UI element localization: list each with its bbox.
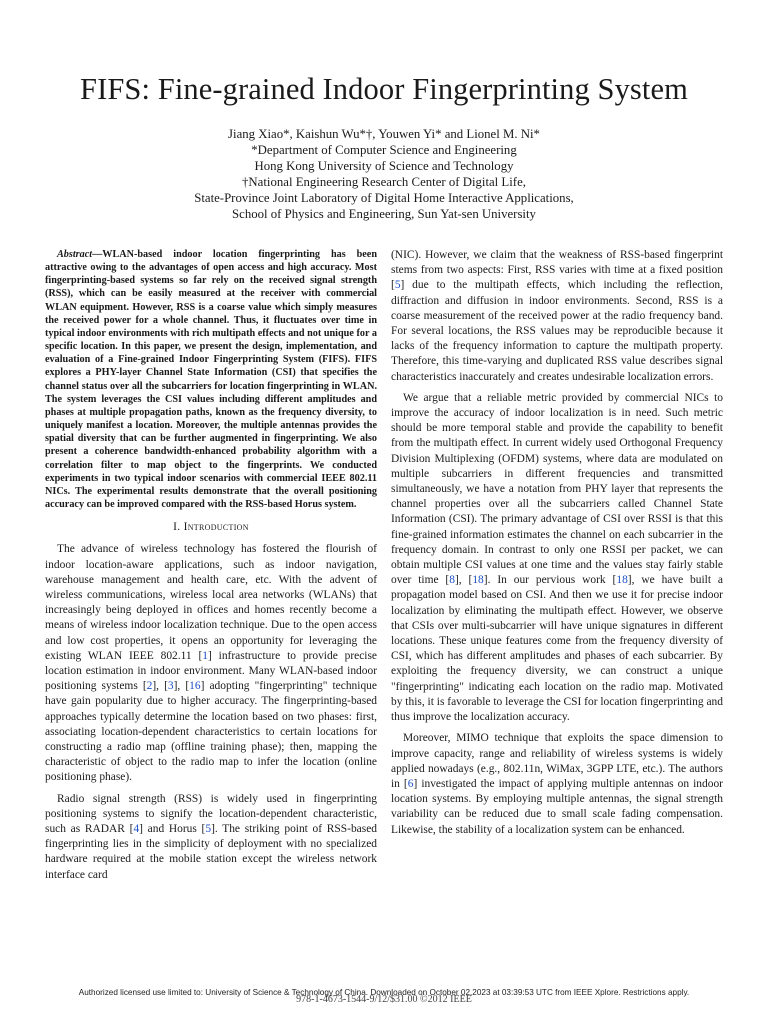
citation-link[interactable]: 6 (407, 777, 414, 790)
right-column (391, 248, 723, 838)
section-heading (45, 520, 377, 535)
author-block (0, 126, 768, 222)
left-column (45, 248, 377, 883)
citation-link[interactable]: 4 (133, 822, 140, 835)
abstract-text: —WLAN-based indoor location fingerprinting has been attractive owing to the advantages of open access and high accuracy. Most fingerprinting-based systems so far rely on the received signal strength (RSS), which can be easily measured at the receiver with commercial WLAN equipment. However, RSS is a coarse value which simply measures the received power for a whole channel. Thus, it fluctuates over time in typical indoor environments with rich multipath effects and not unique for a specific location. In this paper, we present the design, implementation, and evaluation of a Fine-grained Indoor Fingerprinting System (FIFS). FIFS explores a PHY-layer Channel State Information (CSI) that specifies the channel status over all the subcarriers for location fingerprinting in WLAN. The system leverages the CSI values including different amplitudes and phases at multiple propagation paths, known as the frequency diversity, to uniquely manifest a location. Moreover, the multiple antennas provides the spatial diversity that can be further augmented in fingerprinting. We also present a coherence bandwidth-enhanced probability algorithm with a correlation filter to map object to the fingerprints. We conducted experiments in two typical indoor scenarios with commercial IEEE 802.11 NICs. The experimental results demonstrate that the overall positioning accuracy can be improved compared with the RSS-based Horus system. (45, 249, 377, 510)
citation-link[interactable]: 1 (202, 649, 208, 662)
section-number: I. (173, 521, 181, 534)
license-footer: Authorized licensed use limited to: University of Science & Technology of China. Downloaded on October 02,2023 at 03:39:53 UTC from IEEE Xplore. Restrictions apply. (78, 988, 690, 997)
citation-link[interactable]: 18 (472, 574, 484, 587)
body-paragraph: Radio signal strength (RSS) is widely used in fingerprinting positioning systems to signify the location-dependent characteristic, such as RADAR [4] and Horus [5]. The striking point of RSS-based fingerprinting lies in the simplicity of deployment with no specialized hardware required at the mobile station except the wireless network interface card (45, 792, 377, 881)
citation-link[interactable]: 5 (205, 822, 212, 835)
citation-link[interactable]: 5 (394, 279, 401, 292)
isbn-footer: 978-1-4673-1544-9/12/$31.00 ©2012 IEEE (296, 994, 472, 1005)
body-paragraph: The advance of wireless technology has fostered the flourish of indoor location-aware applications, such as indoor navigation, warehouse management and health care, etc. With the advent of wireless communications, wireless local area networks (WLANs) that increasingly being deployed in offices and homes recently become a means of wireless indoor localization technique. Due to the open access and low cost properties, it opens an opportunity for leveraging the existing WLAN IEEE 802.11 [1] infrastructure to provide precise location estimation in indoor environment. Many WLAN-based indoor positioning systems [2], [3], [16] adopting "fingerprinting" technique have gain popularity due to higher accuracy. The fingerprinting-based approaches typically determine the location based on two phases: first, associating location-dependent characteristics to certain locations for constructing a radio map (offline training phase); then, mapping the characteristic of object to the radio map to infer the location (online positioning phase). (45, 543, 377, 784)
author-names: Jiang Xiao*, Kaishun Wu*†, Youwen Yi* and Lionel M. Ni* (228, 127, 540, 141)
body-paragraph: Moreover, MIMO technique that exploits the space dimension to improve capacity, range and reliability of wireless systems is widely applied nowadays (e.g., 802.11n, WiMax, 3GPP LTE, etc.). The authors in [6] investigated the impact of applying multiple antennas on indoor location systems. By employing multiple antennas, the signal strength variability can be reduced due to small scale fading compensation. Likewise, the stability of a localization system can be enhanced. (391, 732, 723, 836)
paper-title: FIFS: Fine-grained Indoor Fingerprinting System (80, 72, 688, 106)
affiliation-line: State-Province Joint Laboratory of Digital Home Interactive Applications, (194, 191, 574, 205)
affiliation-line: School of Physics and Engineering, Sun Yat-sen University (232, 207, 536, 221)
citation-link[interactable]: 16 (189, 680, 201, 693)
affiliation-line: †National Engineering Research Center of Digital Life, (242, 175, 526, 189)
affiliation-line: *Department of Computer Science and Engineering (251, 143, 517, 157)
body-paragraph: (NIC). However, we claim that the weakness of RSS-based fingerprint stems from two aspects: First, RSS varies with time at a fixed position [5] due to the multipath effects, which including the reflection, diffraction and diffusion in indoor environments. Second, RSS is a coarse measurement of the received power at the radio frequency band. For several locations, the RSS values may be reproducible because it lacks of the frequency information to capture the multipath property. Therefore, this time-varying and duplicated RSS value describes signal characteristics inaccurately and creates undesirable localization errors. (391, 249, 723, 383)
abstract-label: Abstract (57, 249, 93, 260)
citation-link[interactable]: 18 (616, 574, 628, 587)
affiliation-line: Hong Kong University of Science and Technology (254, 159, 514, 173)
citation-link[interactable]: 8 (449, 574, 455, 587)
abstract (45, 248, 377, 511)
body-paragraph: We argue that a reliable metric provided by commercial NICs to improve the accuracy of indoor localization is in need. Such metric should be more temporal stable and provide the capability to benefit from the multipath effect. In current widely used Orthogonal Frequency Division Multiplexing (OFDM) systems, where data are modulated on multiple subcarriers in different frequencies and transmitted simultaneously, we have a notation from PHY layer that represents the channel properties over all the subcarriers called Channel State Information (CSI). The primary advantage of CSI over RSSI is that this fine-grained information estimates the channel on each subcarrier in the frequency domain. In contrast to only one RSSI per packet, we can obtain multiple CSI values at one time and the values stay fairly stable over time [8], [18]. In our pervious work [18], we have built a propagation model based on CSI. And then we use it for precise indoor localization by eliminating the multipath effect. However, we observe that CSIs over multi-subcarrier will have unique signatures in different locations. These unique features come from the frequency diversity of CSI, which has different amplitudes and phases of each subcarrier. By exploiting the frequency diversity, we can construct a unique "fingerprinting" indicating each location on the radio map. Motivated by this, it is favorable to leverage the CSI for location fingerprinting and thus improve the localization accuracy. (391, 391, 723, 724)
section-title: Introduction (183, 521, 249, 534)
citation-link[interactable]: 3 (167, 680, 174, 693)
citation-link[interactable]: 2 (146, 680, 153, 693)
